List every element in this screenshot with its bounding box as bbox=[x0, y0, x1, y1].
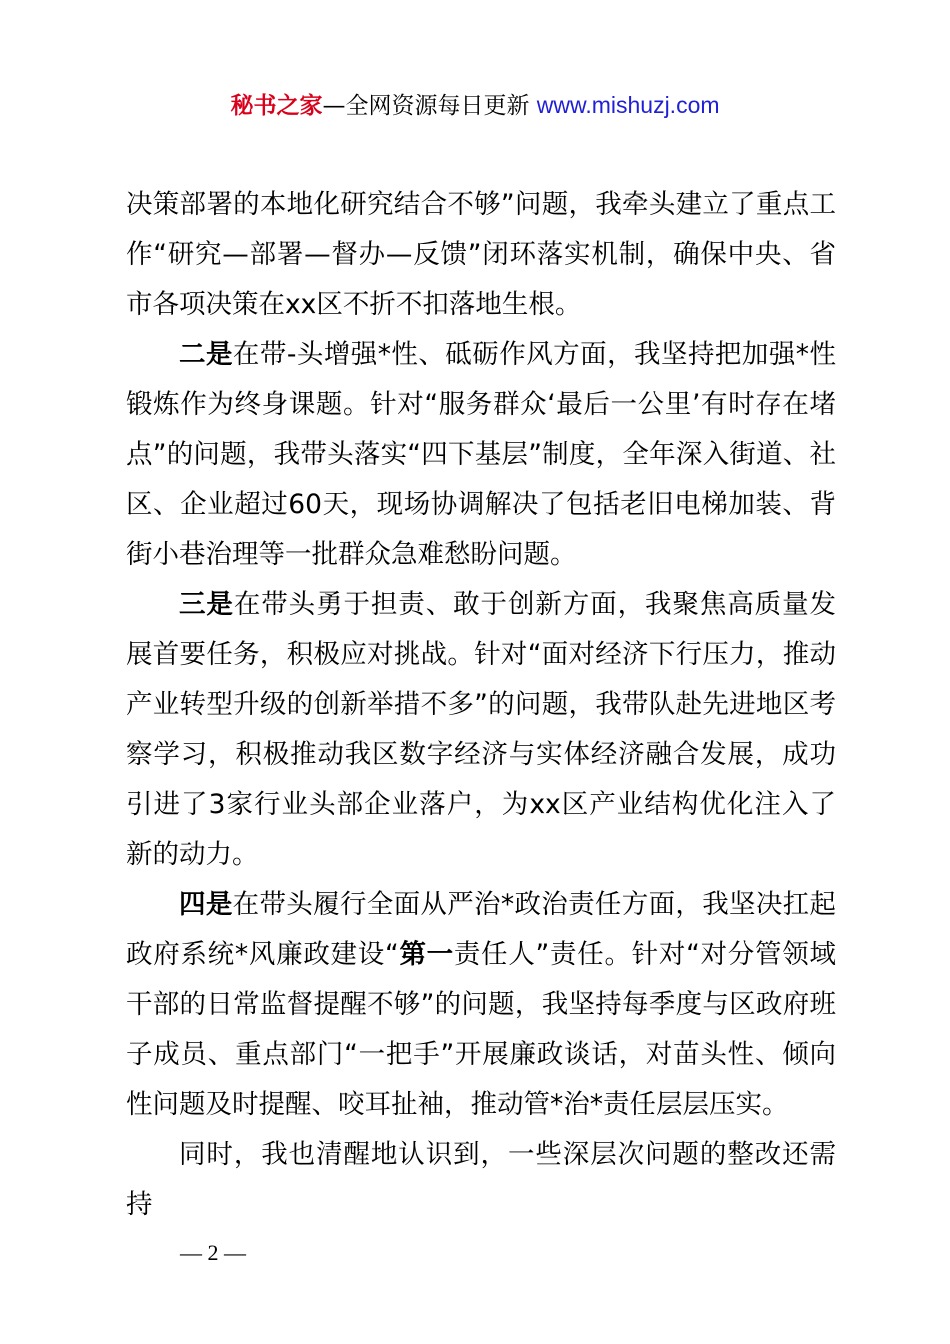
paragraph-text: 同时，我也清醒地认识到，一些深层次问题的整改还需持 bbox=[126, 1139, 836, 1220]
site-header bbox=[0, 88, 950, 123]
paragraph-lead: 四是 bbox=[179, 889, 233, 920]
paragraph-point-two bbox=[126, 330, 836, 580]
paragraph-text: 在带头勇于担责、敢于创新方面，我聚焦高质量发展首要任务，积极应对挑战。针对“面对经济下行压力，推动产业转型升级的创新举措不多”的问题，我带队赴先进地区考察学习，积极推动我区数字经济与实体经济融合发展，成功引进了3家行业头部企业落户，为xx区产业结构优化注入了新的动力。 bbox=[126, 589, 837, 870]
paragraph-lead: 二是 bbox=[179, 339, 233, 370]
paragraph-closing bbox=[126, 1130, 836, 1230]
paragraph-text: 在带-头增强*性、砥砺作风方面，我坚持把加强*性锻炼作为终身课题。针对“服务群众‘最后一公里’有时存在堵点”的问题，我带头落实“四下基层”制度，全年深入街道、社区、企业超过60天，现场协调解决了包括老旧电梯加装、背街小巷治理等一批群众急难愁盼问题。 bbox=[126, 339, 837, 570]
page-number: — 2 — bbox=[180, 1240, 246, 1265]
site-brand: 秘书之家 bbox=[230, 93, 323, 119]
paragraph-text: 决策部署的本地化研究结合不够”问题，我牵头建立了重点工作“研究—部署—督办—反馈”闭环落实机制，确保中央、省市各项决策在xx区不折不扣落地生根。 bbox=[126, 189, 836, 320]
paragraph-continuation bbox=[126, 180, 836, 330]
site-url-link[interactable]: www.mishuzj.com bbox=[536, 92, 720, 118]
document-body bbox=[126, 180, 836, 1230]
paragraph-point-four bbox=[126, 880, 836, 1130]
paragraph-lead: 三是 bbox=[179, 589, 234, 620]
paragraph-bold-phrase: 第一 bbox=[398, 939, 454, 970]
paragraph-point-three bbox=[126, 580, 836, 880]
paragraph-text: 在带头履行全面从严治*政治责任方面，我坚决扛起政府系统*风廉政建设“ bbox=[126, 889, 837, 970]
site-tagline: —全网资源每日更新 bbox=[322, 93, 537, 119]
paragraph-text: 责任人”责任。针对“对分管领域干部的日常监督提醒不够”的问题，我坚持每季度与区政府班子成员、重点部门“一把手”开展廉政谈话，对苗头性、倾向性问题及时提醒、咬耳扯袖，推动管*治*责任层层压实。 bbox=[126, 939, 836, 1120]
